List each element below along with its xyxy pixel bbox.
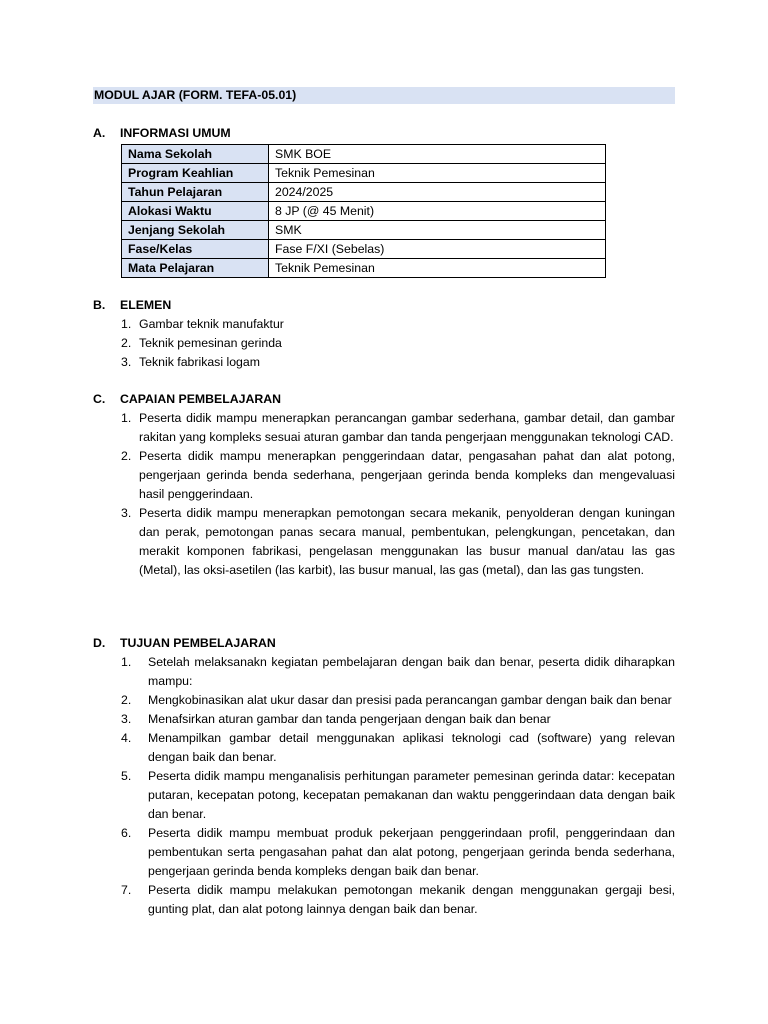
table-row — [122, 164, 606, 183]
table-row — [122, 183, 606, 202]
list-text: Gambar teknik manufaktur — [139, 317, 284, 331]
list-text: Peserta didik mampu membuat produk pekerjaan penggerindaan profil, penggerindaan dan pembentukan serta pengasahan pahat dan alat potong, pengerjaan gerinda benda sederhana, pengerjaan gerinda benda kompleks dengan baik dan benar. — [148, 826, 675, 878]
list-text: Setelah melaksanakn kegiatan pembelajaran dengan baik dan benar, peserta didik diharapkan mampu: — [148, 655, 675, 688]
document-title: MODUL AJAR (FORM. TEFA-05.01) — [93, 87, 675, 104]
list-text: Peserta didik mampu menerapkan pemotongan secara mekanik, penyolderan dengan kuningan dan perak, pemotongan panas secara manual, pembentukan, pelengkungan, pencetakan, dan merakit komponen fabrikasi, pengelasan menggunakan las busur manual dan/atau las gas (Metal), las oksi-asetilen (las karbit), las busur manual, las gas (metal), dan las gas tungsten. — [139, 506, 675, 577]
table-row — [122, 221, 606, 240]
list-item — [121, 504, 675, 580]
section-a-title: INFORMASI UMUM — [120, 126, 231, 140]
list-item — [121, 824, 675, 881]
list-item — [121, 334, 601, 353]
section-d-heading — [93, 635, 276, 652]
list-number: 3. — [121, 712, 132, 726]
info-value: Fase F/XI (Sebelas) — [269, 240, 606, 259]
list-number: 5. — [121, 769, 132, 783]
list-item — [121, 767, 675, 824]
list-item — [121, 729, 675, 767]
table-row — [122, 145, 606, 164]
section-d-letter: D. — [93, 636, 106, 650]
list-number: 2. — [121, 336, 132, 350]
list-text: Menafsirkan aturan gambar dan tanda pengerjaan dengan baik dan benar — [148, 712, 551, 726]
info-table — [121, 144, 606, 278]
list-text: Peserta didik mampu melakukan pemotongan mekanik dengan menggunakan gergaji besi, gunting plat, dan alat potong lainnya dengan baik dan benar. — [148, 883, 675, 916]
info-label: Alokasi Waktu — [122, 202, 269, 221]
list-item — [121, 710, 675, 729]
info-value: SMK — [269, 221, 606, 240]
list-number: 1. — [121, 411, 132, 425]
info-value: Teknik Pemesinan — [269, 164, 606, 183]
list-number: 4. — [121, 731, 132, 745]
list-text: Peserta didik mampu menerapkan perancangan gambar sederhana, gambar detail, dan gambar rakitan yang kompleks sesuai aturan gambar dan tanda pengerjaan menggunakan teknologi CAD. — [139, 411, 675, 444]
list-number: 2. — [121, 449, 132, 463]
section-b-letter: B. — [93, 298, 106, 312]
list-text: Teknik fabrikasi logam — [139, 355, 260, 369]
list-text: Peserta didik mampu menganalisis perhitungan parameter pemesinan gerinda datar: kecepatan putaran, kecepatan potong, kecepatan pemakanan dan waktu penggerindaan data dengan baik dan benar. — [148, 769, 675, 821]
info-label: Fase/Kelas — [122, 240, 269, 259]
info-label: Tahun Pelajaran — [122, 183, 269, 202]
table-row — [122, 259, 606, 278]
elemen-list — [121, 315, 601, 372]
list-number: 2. — [121, 693, 132, 707]
info-label: Program Keahlian — [122, 164, 269, 183]
capaian-list — [121, 409, 675, 580]
list-item — [121, 447, 675, 504]
section-a-letter: A. — [93, 126, 106, 140]
list-number: 1. — [121, 655, 132, 669]
info-value: 8 JP (@ 45 Menit) — [269, 202, 606, 221]
section-d-title: TUJUAN PEMBELAJARAN — [120, 636, 276, 650]
list-number: 6. — [121, 826, 132, 840]
section-b-title: ELEMEN — [120, 298, 172, 312]
list-number: 3. — [121, 355, 132, 369]
tujuan-list — [121, 653, 675, 919]
info-label: Jenjang Sekolah — [122, 221, 269, 240]
info-value: SMK BOE — [269, 145, 606, 164]
list-item — [121, 653, 675, 691]
list-item — [121, 881, 675, 919]
section-c-letter: C. — [93, 392, 106, 406]
list-item — [121, 691, 675, 710]
list-text: Menampilkan gambar detail menggunakan aplikasi teknologi cad (software) yang relevan dengan baik dan benar. — [148, 731, 675, 764]
section-c-title: CAPAIAN PEMBELAJARAN — [120, 392, 282, 406]
list-text: Mengkobinasikan alat ukur dasar dan presisi pada perancangan gambar dengan baik dan benar — [148, 693, 672, 707]
list-number: 7. — [121, 883, 132, 897]
list-item — [121, 409, 675, 447]
section-b-heading — [93, 297, 171, 314]
list-text: Peserta didik mampu menerapkan penggerindaan datar, pengasahan pahat dan alat potong, pengerjaan gerinda benda sederhana, pengerjaan gerinda benda kompleks dan mengevaluasi hasil penggerindaan. — [139, 449, 675, 501]
section-c-heading — [93, 391, 281, 408]
table-row — [122, 240, 606, 259]
info-value: 2024/2025 — [269, 183, 606, 202]
list-item — [121, 353, 601, 372]
list-item — [121, 315, 601, 334]
info-value: Teknik Pemesinan — [269, 259, 606, 278]
list-number: 1. — [121, 317, 132, 331]
list-number: 3. — [121, 506, 132, 520]
list-text: Teknik pemesinan gerinda — [139, 336, 282, 350]
info-label: Mata Pelajaran — [122, 259, 269, 278]
table-row — [122, 202, 606, 221]
section-a-heading — [93, 125, 231, 142]
info-label: Nama Sekolah — [122, 145, 269, 164]
